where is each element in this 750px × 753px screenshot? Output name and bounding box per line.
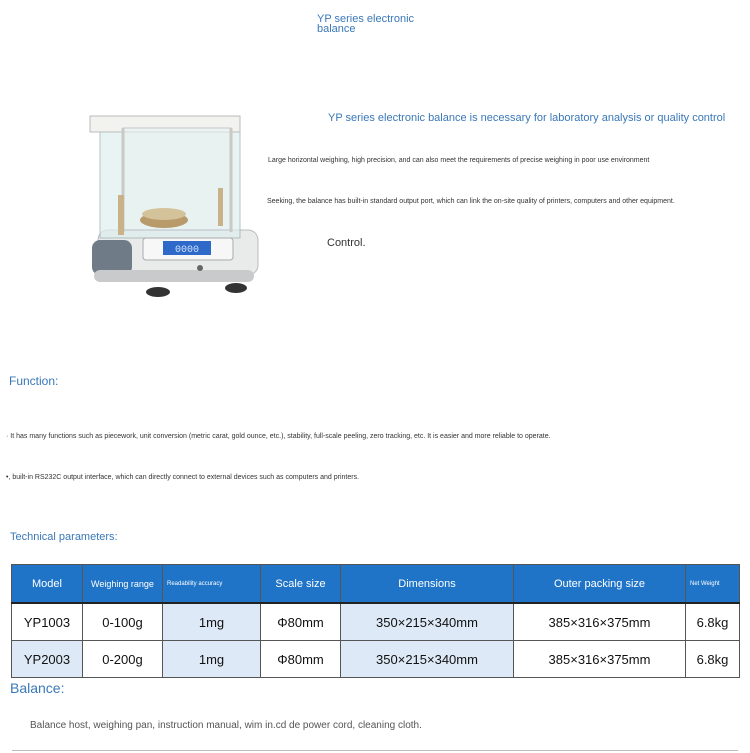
spec-table bbox=[11, 564, 740, 678]
cell-range: 0-100g bbox=[83, 603, 163, 641]
cell-packing: 385×316×375mm bbox=[514, 641, 686, 678]
table-row bbox=[12, 603, 740, 641]
cell-model: YP1003 bbox=[12, 603, 83, 641]
cell-range: 0-200g bbox=[83, 641, 163, 678]
col-model: Model bbox=[12, 565, 83, 604]
col-net-weight: Net Weight bbox=[686, 565, 740, 604]
col-readability: Readability accuracy bbox=[163, 565, 261, 604]
page-title: YP series electronic balance bbox=[317, 13, 415, 35]
balance-contents: Balance host, weighing pan, instruction manual, wim in.cd de power cord, cleaning cloth. bbox=[30, 720, 422, 731]
function-bullet-2: •, built-in RS232C output interface, which can directly connect to external devices such as computers and printers. bbox=[6, 474, 360, 481]
balance-heading: Balance: bbox=[10, 680, 65, 696]
tech-heading: Technical parameters: bbox=[10, 531, 118, 543]
cell-scale-size: Φ80mm bbox=[261, 641, 341, 678]
divider bbox=[12, 750, 738, 751]
col-dimensions: Dimensions bbox=[341, 565, 514, 604]
cell-net-weight: 6.8kg bbox=[686, 603, 740, 641]
cell-model: YP2003 bbox=[12, 641, 83, 678]
headline: YP series electronic balance is necessary for laboratory analysis or quality control bbox=[328, 112, 726, 124]
col-weighing-range: Weighing range bbox=[83, 565, 163, 604]
cell-accuracy: 1mg bbox=[163, 641, 261, 678]
cell-net-weight: 6.8kg bbox=[686, 641, 740, 678]
col-outer-packing: Outer packing size bbox=[514, 565, 686, 604]
function-heading: Function: bbox=[9, 374, 59, 388]
cell-scale-size: Φ80mm bbox=[261, 603, 341, 641]
intro-paragraph-3: Control. bbox=[327, 237, 366, 249]
intro-paragraph-2: Seeking, the balance has built-in standard output port, which can link the on-site quality of printers, computers and other equipment. bbox=[267, 198, 675, 205]
cell-packing: 385×316×375mm bbox=[514, 603, 686, 641]
intro-paragraph-1: Large horizontal weighing, high precision, and can also meet the requirements of precise weighing in poor use environment bbox=[268, 157, 650, 164]
table-row bbox=[12, 641, 740, 678]
balance-display-readout: 0000 bbox=[174, 245, 200, 256]
function-bullet-1: · It has many functions such as piecework, unit conversion (metric carat, gold ounce, etc.), stability, full-scale peeling, zero tracking, etc. It is easier and more reliable to operate. bbox=[6, 433, 551, 440]
cell-dimensions: 350×215×340mm bbox=[341, 603, 514, 641]
cell-accuracy: 1mg bbox=[163, 603, 261, 641]
col-scale-size: Scale size bbox=[261, 565, 341, 604]
cell-dimensions: 350×215×340mm bbox=[341, 641, 514, 678]
table-header-row bbox=[12, 565, 740, 604]
balance-product-image bbox=[88, 110, 263, 300]
